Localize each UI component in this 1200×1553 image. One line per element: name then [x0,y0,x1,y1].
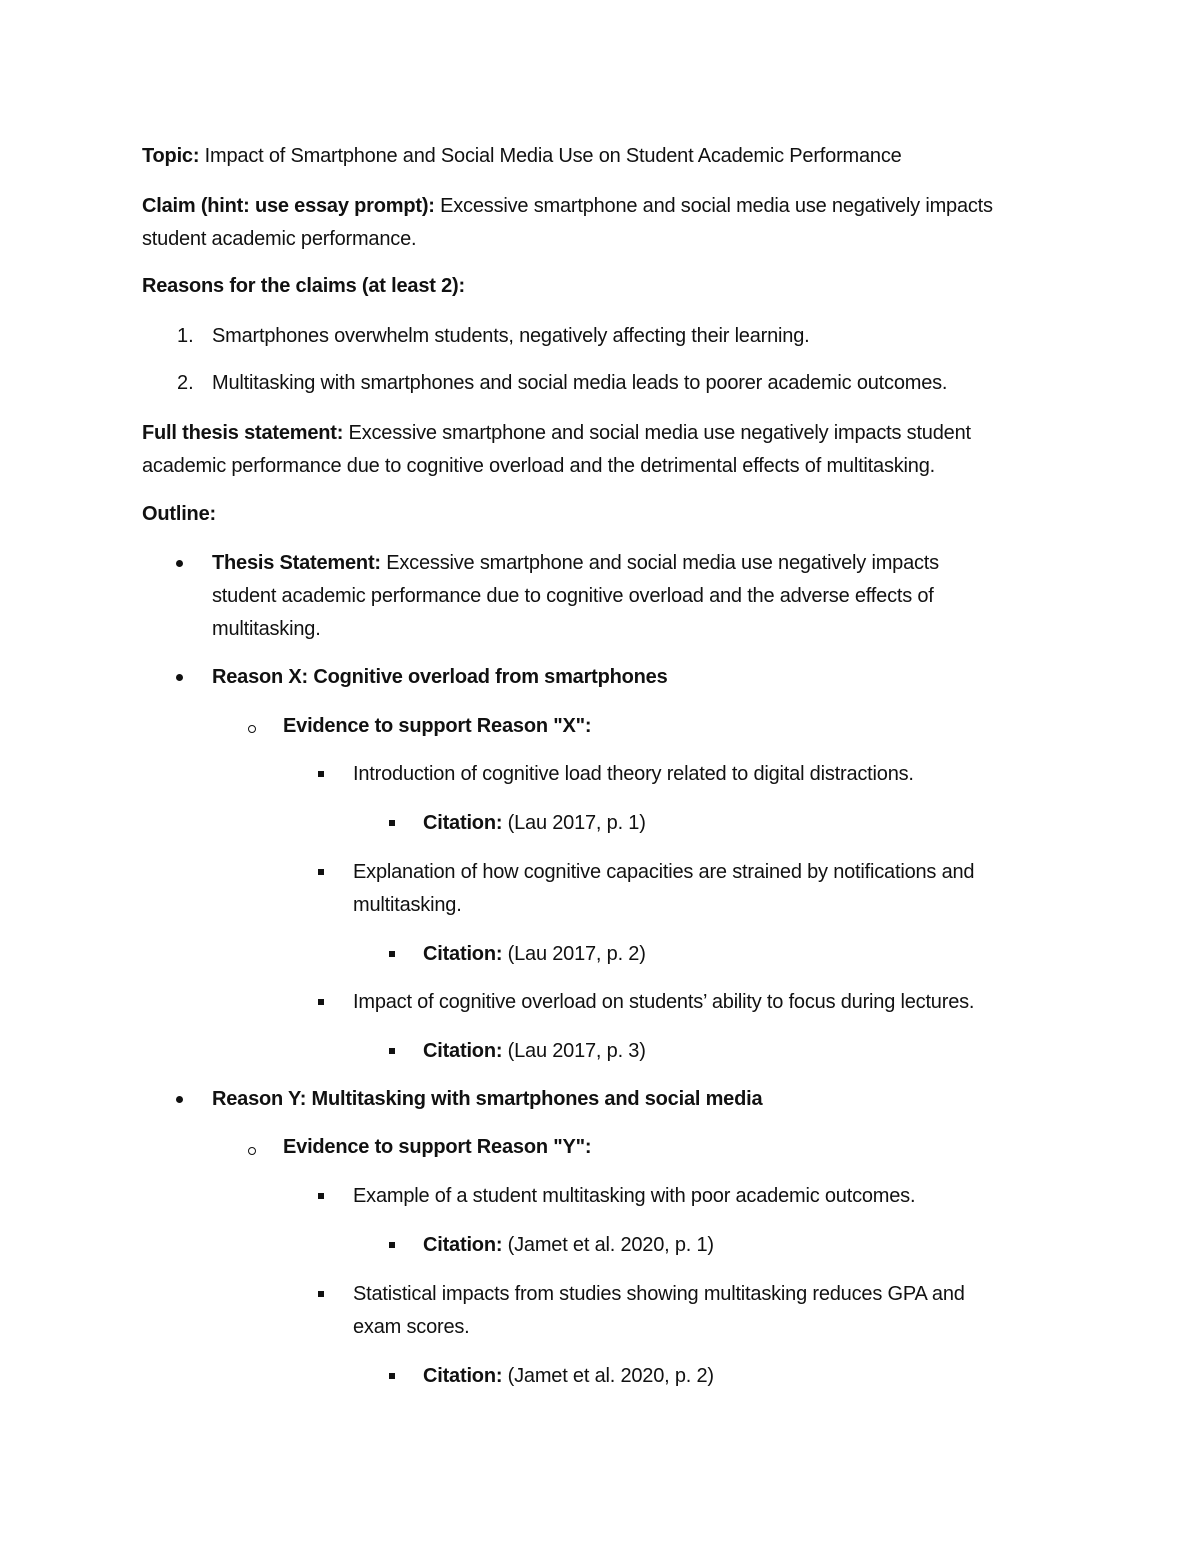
reason-number-2: 2. [177,372,194,394]
reasons-heading: Reasons for the claims (at least 2): [142,275,465,297]
reason-x-title: Reason X: Cognitive overload from smartphones [212,666,668,688]
claim-text-1: Excessive smartphone and social media use negatively impacts [434,195,993,217]
bullet-square-icon [389,1242,395,1248]
bullet-square-icon [318,771,324,777]
claim-line-2: student academic performance. [142,228,417,250]
citation-label: Citation: [423,1365,503,1387]
reason-x-point-2-line-1: Explanation of how cognitive capacities are strained by notifications and [353,861,975,883]
citation-text: (Lau 2017, p. 1) [502,812,646,834]
thesis-line-1 [142,421,971,445]
citation-text: (Jamet et al. 2020, p. 1) [502,1234,714,1256]
reason-x-point-2-line-2: multitasking. [353,894,462,916]
outline-thesis-line-2: student academic performance due to cognitive overload and the adverse effects of [212,585,934,607]
citation-text: (Lau 2017, p. 2) [502,943,646,965]
bullet-square-icon [389,1048,395,1054]
bullet-square-icon [389,1373,395,1379]
thesis-text-1: Excessive smartphone and social media use negatively impacts student [343,422,971,444]
bullet-square-icon [389,820,395,826]
bullet-circle-icon [248,1147,256,1155]
citation-label: Citation: [423,943,503,965]
reason-x-point-1: Introduction of cognitive load theory related to digital distractions. [353,763,914,785]
bullet-square-icon [318,999,324,1005]
topic-line [142,144,902,168]
reason-y-citation-1 [423,1233,714,1257]
reason-number-1: 1. [177,325,194,347]
thesis-label: Full thesis statement: [142,422,344,444]
reason-x-point-3: Impact of cognitive overload on students’ ability to focus during lectures. [353,991,975,1013]
outline-thesis-line-1 [212,551,939,575]
citation-text: (Jamet et al. 2020, p. 2) [502,1365,714,1387]
citation-label: Citation: [423,1234,503,1256]
citation-label: Citation: [423,812,503,834]
reason-x-evidence-heading: Evidence to support Reason "X": [283,715,592,737]
reason-y-point-1: Example of a student multitasking with poor academic outcomes. [353,1185,916,1207]
reason-y-title: Reason Y: Multitasking with smartphones and social media [212,1088,763,1110]
topic-label: Topic: [142,145,200,167]
bullet-dot-icon [176,1096,183,1103]
reason-x-citation-3 [423,1039,646,1063]
bullet-square-icon [389,951,395,957]
bullet-circle-icon [248,725,256,733]
bullet-dot-icon [176,674,183,681]
claim-label: Claim (hint: use essay prompt): [142,195,435,217]
citation-text: (Lau 2017, p. 3) [502,1040,646,1062]
reason-x-citation-2 [423,942,646,966]
outline-thesis-label: Thesis Statement: [212,552,381,574]
reason-y-citation-2 [423,1364,714,1388]
reason-y-point-2-line-2: exam scores. [353,1316,470,1338]
outline-thesis-text-1: Excessive smartphone and social media use negatively impacts [380,552,939,574]
outline-heading: Outline: [142,503,216,525]
topic-text: Impact of Smartphone and Social Media Use on Student Academic Performance [199,145,902,167]
citation-label: Citation: [423,1040,503,1062]
thesis-line-2: academic performance due to cognitive overload and the detrimental effects of multitasking. [142,455,935,477]
claim-line-1 [142,194,993,218]
reason-y-evidence-heading: Evidence to support Reason "Y": [283,1136,592,1158]
reason-item-1: Smartphones overwhelm students, negatively affecting their learning. [212,325,810,347]
bullet-dot-icon [176,560,183,567]
reason-x-citation-1 [423,811,646,835]
outline-thesis-line-3: multitasking. [212,618,321,640]
reason-item-2: Multitasking with smartphones and social media leads to poorer academic outcomes. [212,372,948,394]
bullet-square-icon [318,1193,324,1199]
reason-y-point-2-line-1: Statistical impacts from studies showing multitasking reduces GPA and [353,1283,965,1305]
bullet-square-icon [318,869,324,875]
bullet-square-icon [318,1291,324,1297]
